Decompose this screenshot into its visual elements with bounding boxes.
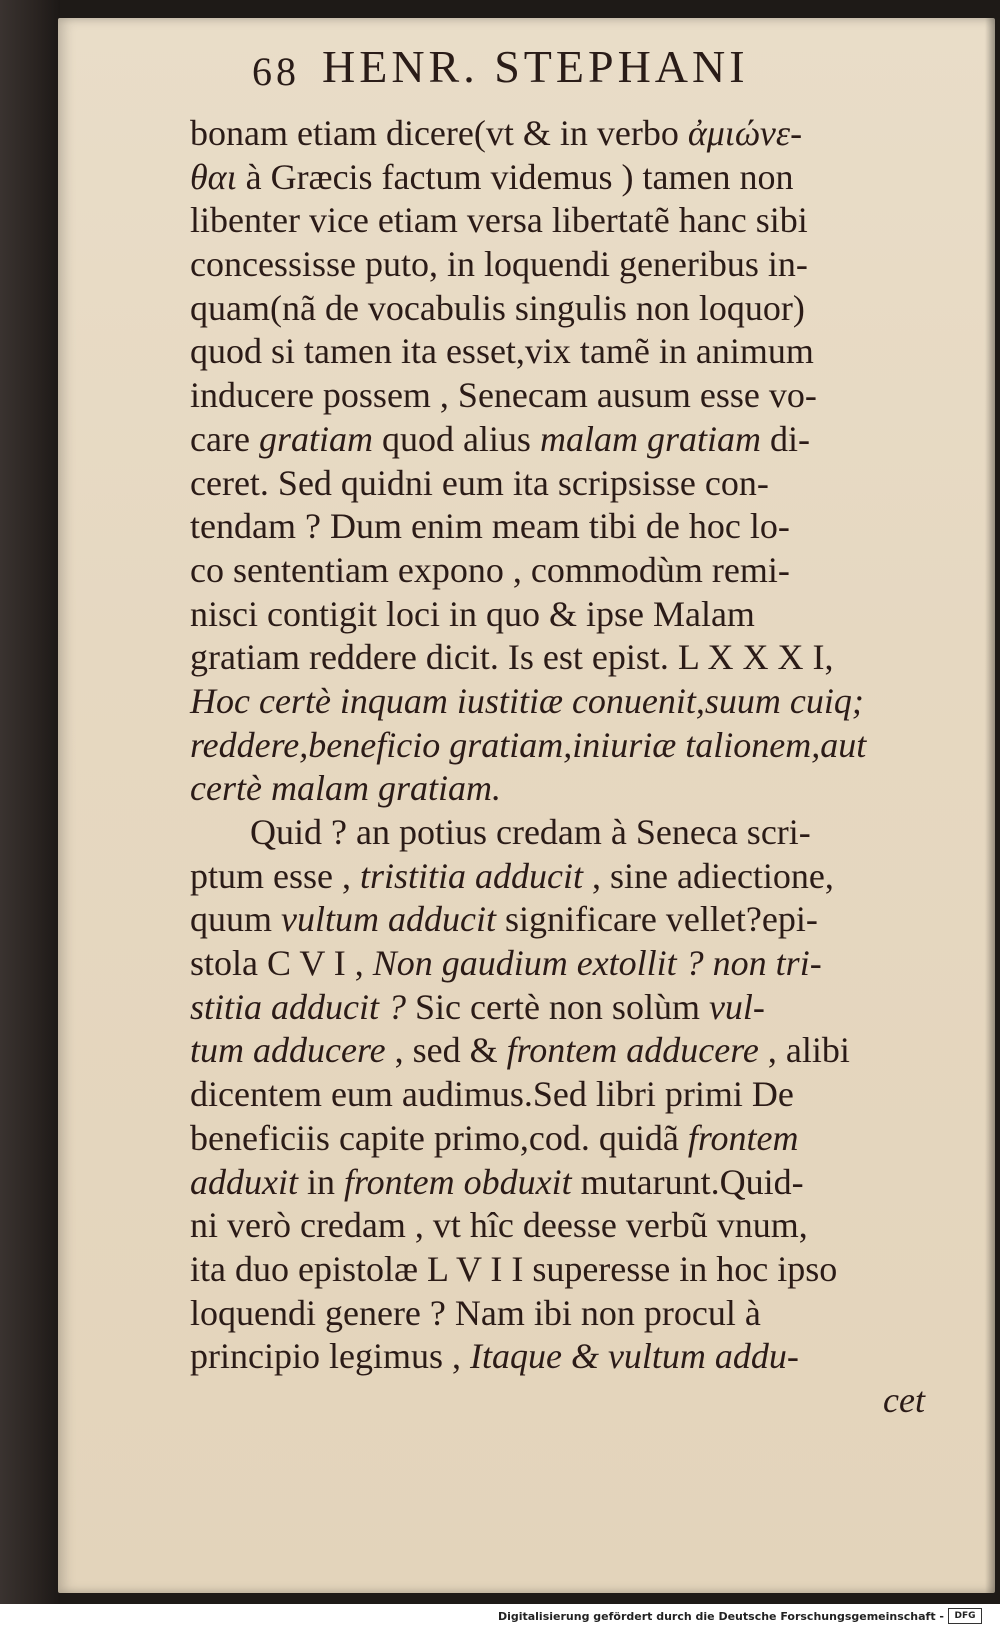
- text-line: [190, 1073, 925, 1117]
- text-segment: beneficiis capite primo,cod. quidã: [190, 1117, 688, 1158]
- text-segment: bonam etiam dicere(vt & in verbo: [190, 113, 688, 153]
- italic-text: Itaque & vultum addu-: [469, 1336, 799, 1377]
- text-line: [190, 1292, 925, 1336]
- text-line: [190, 112, 925, 156]
- text-segment: , sed &: [385, 1030, 507, 1071]
- italic-text: ἀμιώνε-: [687, 113, 803, 153]
- text-segment: concessisse puto, in loquendi generibus in-: [190, 244, 808, 285]
- text-line: [190, 1161, 925, 1205]
- running-head: [190, 40, 890, 110]
- italic-text: frontem: [687, 1117, 799, 1158]
- italic-text: reddere,beneficio gratiam,iniuriæ talionem,aut: [190, 724, 867, 765]
- text-line: [190, 593, 925, 637]
- italic-text: malam gratiam: [539, 418, 761, 459]
- italic-text: Non gaudium extollit ? non tri-: [372, 943, 822, 984]
- text-line: [190, 767, 925, 811]
- text-line: [190, 1117, 925, 1161]
- text-segment: loquendi genere ? Nam ibi non procul à: [190, 1292, 761, 1333]
- text-segment: libenter vice etiam versa libertatẽ hanc sibi: [190, 200, 808, 241]
- footer-credit: Digitalisierung gefördert durch die Deutsche Forschungsgemeinschaft -: [497, 1610, 944, 1623]
- text-line: [190, 330, 925, 374]
- text-line: [190, 462, 925, 506]
- body-text: [190, 112, 925, 1423]
- text-line: [190, 1335, 925, 1379]
- italic-text: tum adducere: [190, 1030, 386, 1071]
- book-spine-shadow: [0, 0, 60, 1630]
- text-line: [190, 243, 925, 287]
- text-segment: ni verò credam , vt hîc deesse verbũ vnum,: [190, 1205, 808, 1246]
- italic-text: Hoc certè inquam iustitiæ conuenit,suum cuiq;: [190, 680, 864, 721]
- running-title: HENR. STEPHANI: [322, 41, 749, 92]
- italic-text: vultum adducit: [281, 899, 496, 940]
- italic-text: tristitia adducit: [359, 855, 583, 896]
- text-line: [190, 505, 925, 549]
- text-line: [190, 199, 925, 243]
- text-segment: quam(nã de vocabulis singulis non loquor): [190, 287, 805, 328]
- italic-text: adduxit: [190, 1161, 298, 1202]
- text-segment: inducere possem , Senecam ausum esse vo-: [190, 375, 817, 416]
- text-line: [190, 724, 925, 768]
- text-line: [190, 811, 925, 855]
- text-line: [190, 1204, 925, 1248]
- text-segment: Sic certè non solùm: [406, 986, 709, 1027]
- text-segment: principio legimus ,: [190, 1336, 470, 1377]
- dfg-logo: DFG: [948, 1608, 982, 1624]
- footer-bar: [0, 1604, 1000, 1630]
- italic-text: gratiam: [258, 418, 373, 459]
- text-segment: quod alius: [372, 418, 540, 459]
- text-line: [190, 374, 925, 418]
- text-segment: , sine adiectione,: [583, 855, 834, 896]
- text-segment: co sententiam expono , commodùm remi-: [190, 549, 790, 590]
- text-segment: ceret. Sed quidni eum ita scripsisse con-: [190, 462, 769, 503]
- text-segment: à Græcis factum videmus ) tamen non: [236, 156, 794, 197]
- italic-text: frontem adducere: [506, 1030, 759, 1071]
- text-segment: ita duo epistolæ L V I I superesse in hoc ipso: [190, 1248, 838, 1289]
- text-segment: ptum esse ,: [190, 855, 360, 896]
- text-segment: significare vellet?epi-: [495, 899, 818, 940]
- text-line: [190, 636, 925, 680]
- page-edge-shadow: [985, 18, 995, 1593]
- text-segment: nisci contigit loci in quo & ipse Malam: [190, 593, 755, 634]
- italic-text: certè malam gratiam.: [190, 768, 501, 809]
- text-segment: in: [297, 1161, 344, 1202]
- text-line: [190, 549, 925, 593]
- catchword: cet: [883, 1379, 925, 1420]
- text-line: [190, 680, 925, 724]
- text-segment: stola C V I ,: [190, 943, 373, 984]
- text-line: [190, 942, 925, 986]
- text-segment: mutarunt.Quid-: [571, 1161, 804, 1202]
- text-line: [190, 156, 925, 200]
- text-line: [190, 418, 925, 462]
- text-segment: , alibi: [758, 1030, 850, 1071]
- text-segment: dicentem eum audimus.Sed libri primi De: [190, 1074, 794, 1115]
- page-number: 68: [252, 49, 300, 94]
- text-line: [190, 287, 925, 331]
- text-line: [190, 986, 925, 1030]
- text-segment: quum: [190, 899, 282, 940]
- italic-text: vul-: [708, 986, 765, 1027]
- text-line: [190, 1248, 925, 1292]
- text-line: [190, 855, 925, 899]
- text-segment: tendam ? Dum enim meam tibi de hoc lo-: [190, 506, 790, 547]
- italic-text: frontem obduxit: [344, 1161, 572, 1202]
- text-segment: care: [190, 418, 259, 459]
- text-segment: quod si tamen ita esset,vix tamẽ in animum: [190, 331, 814, 372]
- text-line: [190, 898, 925, 942]
- text-segment: di-: [760, 418, 810, 459]
- text-segment: Quid ? an potius credam à Seneca scri-: [250, 812, 811, 852]
- text-line: [190, 1029, 925, 1073]
- italic-text: stitia adducit ?: [190, 986, 406, 1027]
- italic-text: θαι: [190, 156, 237, 197]
- text-segment: gratiam reddere dicit. Is est epist. L X X X I,: [190, 637, 834, 678]
